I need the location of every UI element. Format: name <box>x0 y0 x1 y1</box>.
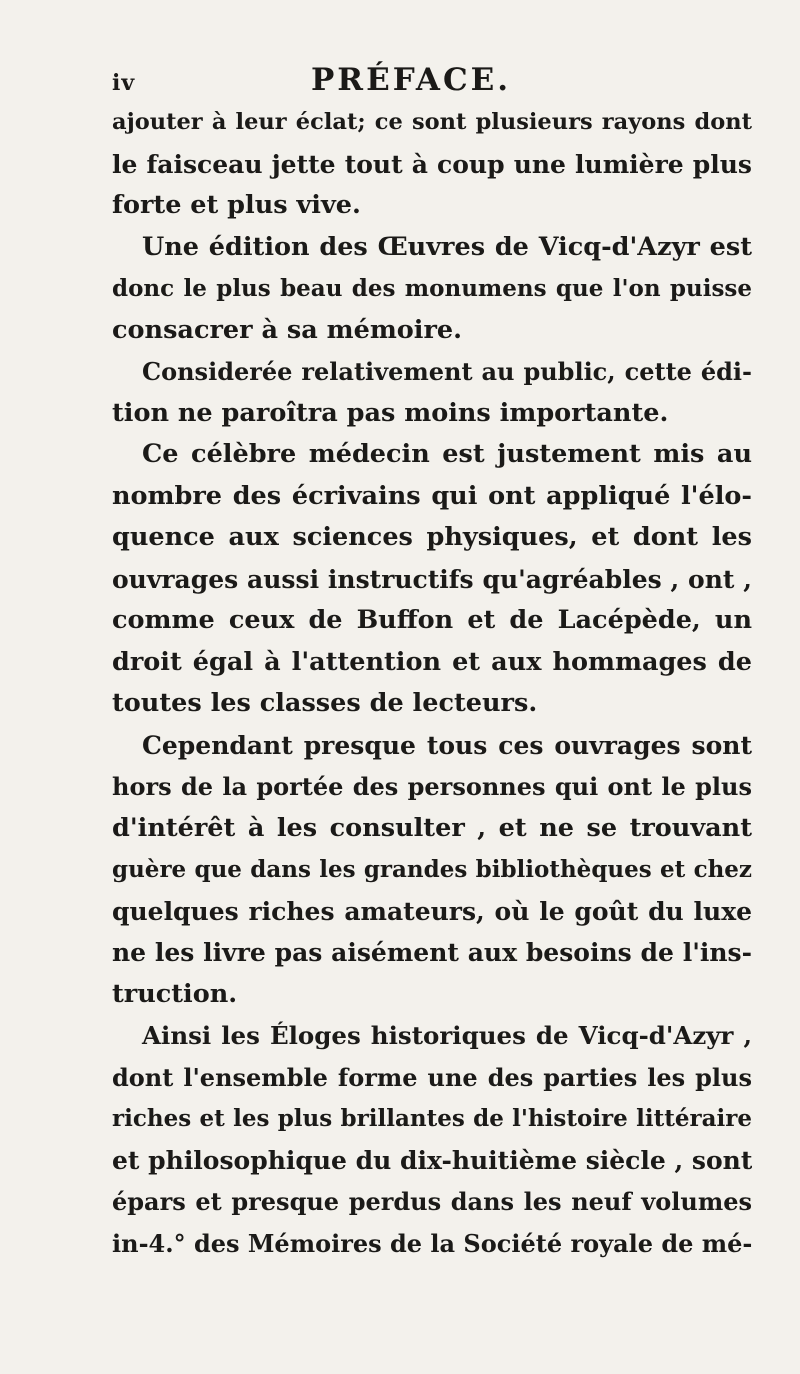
running-title: PRÉFACE. <box>311 62 512 98</box>
text-line: riches et les plus brillantes de l'histoire littéraire <box>112 1105 752 1132</box>
text-line: guère que dans les grandes bibliothèques et chez <box>112 856 752 883</box>
text-line: forte et plus vive. <box>112 190 361 220</box>
text-line: Une édition des Œuvres de Vicq-d'Azyr est <box>142 231 752 262</box>
text-line: épars et presque perdus dans les neuf volumes <box>112 1187 752 1216</box>
text-line: quence aux sciences physiques, et dont les <box>112 522 752 552</box>
text-line: ajouter à leur éclat; ce sont plusieurs rayons dont <box>112 109 752 135</box>
text-line: et philosophique du dix-huitième siècle , sont <box>112 1145 752 1175</box>
text-line: Ainsi les Éloges historiques de Vicq-d'Azyr , <box>142 1021 752 1050</box>
text-line: droit égal à l'attention et aux hommages de <box>112 646 752 677</box>
text-line: tion ne paroîtra pas moins importante. <box>112 397 669 428</box>
text-line: ne les livre pas aisément aux besoins de l'ins- <box>112 938 752 967</box>
text-line: quelques riches amateurs, où le goût du luxe <box>112 896 752 926</box>
text-line: dont l'ensemble forme une des parties les plus <box>112 1062 752 1092</box>
text-line: comme ceux de Buffon et de Lacépède, un <box>112 605 752 635</box>
text-line: Ce célèbre médecin est justement mis au <box>142 439 752 469</box>
text-line: d'intérêt à les consulter , et ne se trouvant <box>112 812 752 843</box>
text-line: le faisceau jette tout à coup une lumière plus <box>112 149 752 179</box>
text-line: truction. <box>112 978 238 1009</box>
text-line: nombre des écrivains qui ont appliqué l'élo- <box>112 480 752 511</box>
text-line: in-4.° des Mémoires de la Société royale de mé- <box>112 1228 752 1258</box>
page-number: iv <box>112 70 136 96</box>
text-line: consacrer à sa mémoire. <box>112 314 463 345</box>
text-line: toutes les classes de lecteurs. <box>112 688 538 718</box>
body-text <box>112 102 752 1264</box>
text-line: donc le plus beau des monumens que l'on puisse <box>112 275 752 302</box>
text-line: Considerée relativement au public, cette édi- <box>142 357 752 386</box>
text-line: ouvrages aussi instructifs qu'agréables , ont , <box>112 564 752 594</box>
text-line: hors de la portée des personnes qui ont le plus <box>112 772 752 801</box>
text-line: Cependant presque tous ces ouvrages sont <box>142 730 752 760</box>
running-head <box>112 62 752 102</box>
